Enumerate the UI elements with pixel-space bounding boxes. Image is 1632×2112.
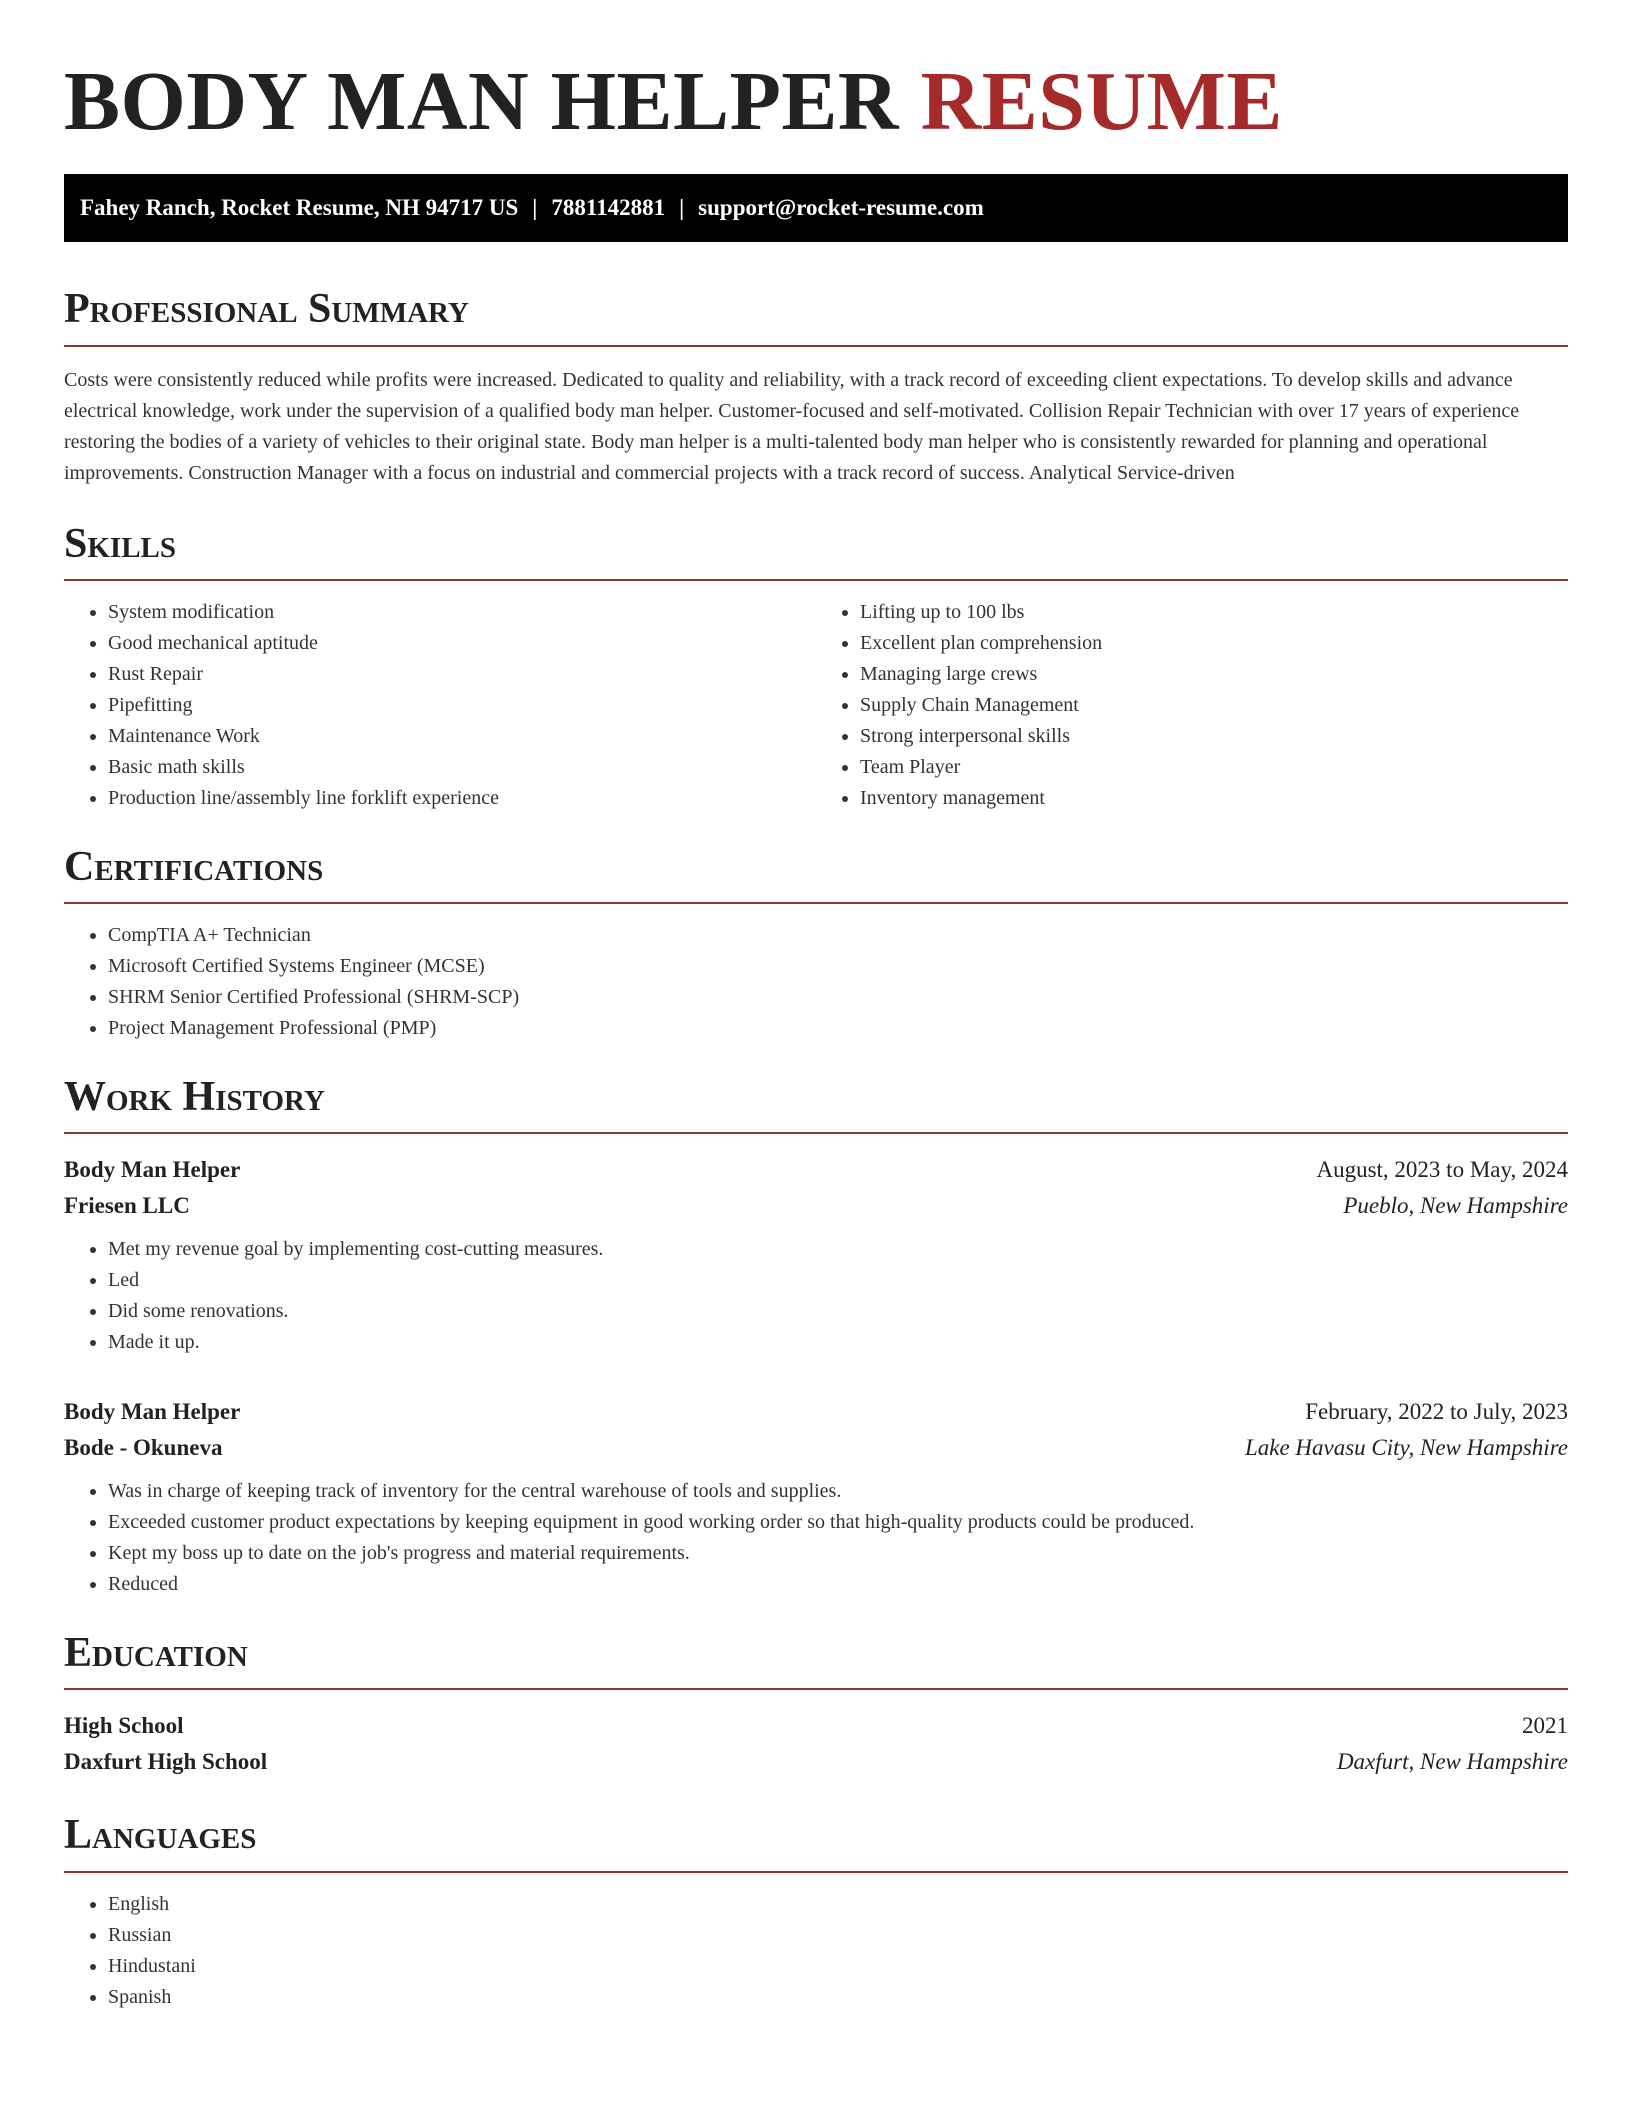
list-item: • Russian <box>108 1920 1568 1951</box>
education-entry <box>64 1708 1568 1780</box>
list-item: • Strong interpersonal skills <box>860 721 1568 752</box>
list-item: • Production line/assembly line forklift experience <box>108 783 816 814</box>
work-history-heading: Work History <box>64 1074 1568 1134</box>
job-location: Lake Havasu City, New Hampshire <box>1244 1435 1568 1461</box>
contact-separator: | <box>679 195 685 221</box>
skills-heading: Skills <box>64 521 1568 581</box>
resume-title <box>64 56 1568 148</box>
list-item: • Exceeded customer product expectations by keeping equipment in good working order so that high-quality products could be produced. <box>108 1507 1568 1538</box>
skills-grid <box>64 581 1568 814</box>
list-item: • Project Management Professional (PMP) <box>108 1013 1568 1044</box>
education-heading: Education <box>64 1630 1568 1690</box>
work-history-section <box>64 1074 1568 1600</box>
contact-separator: | <box>532 195 538 221</box>
job-company: Friesen LLC <box>64 1193 190 1219</box>
contact-address: Fahey Ranch, Rocket Resume, NH 94717 US <box>80 195 519 221</box>
summary-heading: Professional Summary <box>64 286 1568 346</box>
list-item: • Inventory management <box>860 783 1568 814</box>
languages-section <box>64 1812 1568 2012</box>
education-location: Daxfurt, New Hampshire <box>1336 1749 1568 1775</box>
list-item: • Microsoft Certified Systems Engineer (MCSE) <box>108 951 1568 982</box>
certifications-list <box>64 920 1568 1044</box>
job-bullets <box>64 1234 1568 1358</box>
job-entry <box>64 1152 1568 1358</box>
list-item: • Basic math skills <box>108 752 816 783</box>
list-item: • Supply Chain Management <box>860 690 1568 721</box>
languages-heading: Languages <box>64 1812 1568 1872</box>
job-title: Body Man Helper <box>64 1399 241 1425</box>
list-item: • Spanish <box>108 1982 1568 2013</box>
job-title-row <box>64 1152 1568 1188</box>
job-dates: February, 2022 to July, 2023 <box>1305 1399 1568 1425</box>
contact-bar <box>64 174 1568 242</box>
job-dates: August, 2023 to May, 2024 <box>1316 1157 1568 1183</box>
list-item: • Pipefitting <box>108 690 816 721</box>
summary-section <box>64 286 1568 488</box>
job-location: Pueblo, New Hampshire <box>1343 1193 1568 1219</box>
certifications-section <box>64 844 1568 1044</box>
job-entry <box>64 1394 1568 1600</box>
education-degree: High School <box>64 1713 184 1739</box>
list-item: • English <box>108 1889 1568 1920</box>
job-company: Bode - Okuneva <box>64 1435 223 1461</box>
list-item: • Met my revenue goal by implementing cost-cutting measures. <box>108 1234 1568 1265</box>
list-item: • Maintenance Work <box>108 721 816 752</box>
skills-list-left <box>64 597 816 814</box>
job-bullets <box>64 1476 1568 1600</box>
skills-list-right <box>816 597 1568 814</box>
title-main: BODY MAN HELPER <box>64 55 900 148</box>
certifications-heading: Certifications <box>64 844 1568 904</box>
education-year: 2021 <box>1522 1713 1568 1739</box>
list-item: • Team Player <box>860 752 1568 783</box>
list-item: • Hindustani <box>108 1951 1568 1982</box>
list-item: • Led <box>108 1265 1568 1296</box>
list-item: • Excellent plan comprehension <box>860 628 1568 659</box>
list-item: • Did some renovations. <box>108 1296 1568 1327</box>
contact-phone: 7881142881 <box>551 195 666 221</box>
list-item: • Managing large crews <box>860 659 1568 690</box>
list-item: • Rust Repair <box>108 659 816 690</box>
job-title-row <box>64 1394 1568 1430</box>
list-item: • Reduced <box>108 1569 1568 1600</box>
contact-email[interactable]: support@rocket-resume.com <box>698 195 984 221</box>
education-degree-row <box>64 1708 1568 1744</box>
list-item: • Good mechanical aptitude <box>108 628 816 659</box>
languages-list <box>64 1889 1568 2013</box>
list-item: • Lifting up to 100 lbs <box>860 597 1568 628</box>
list-item: • Kept my boss up to date on the job's progress and material requirements. <box>108 1538 1568 1569</box>
list-item: • Was in charge of keeping track of inventory for the central warehouse of tools and supplies. <box>108 1476 1568 1507</box>
list-item: • SHRM Senior Certified Professional (SHRM-SCP) <box>108 982 1568 1013</box>
education-school-row <box>64 1744 1568 1780</box>
skills-section <box>64 521 1568 814</box>
education-section <box>64 1630 1568 1780</box>
education-school: Daxfurt High School <box>64 1749 268 1775</box>
job-company-row <box>64 1188 1568 1224</box>
title-accent: RESUME <box>920 55 1283 148</box>
list-item: • CompTIA A+ Technician <box>108 920 1568 951</box>
list-item: • Made it up. <box>108 1327 1568 1358</box>
job-title: Body Man Helper <box>64 1157 241 1183</box>
list-item: • System modification <box>108 597 816 628</box>
job-company-row <box>64 1430 1568 1466</box>
summary-text: Costs were consistently reduced while profits were increased. Dedicated to quality and reliability, with a track record of exceeding client expectations. To develop skills and advance electrical knowledge, work under the supervision of a qualified body man helper. Customer-focused and self-motivated. Collision Repair Technician with over 17 years of experience restoring the bodies of a variety of vehicles to their original state. Body man helper is a multi-talented body man helper who is consistently rewarded for planning and operational improvements. Construction Manager with a focus on industrial and commercial projects with a track record of success. Analytical Service-driven <box>64 368 1520 484</box>
